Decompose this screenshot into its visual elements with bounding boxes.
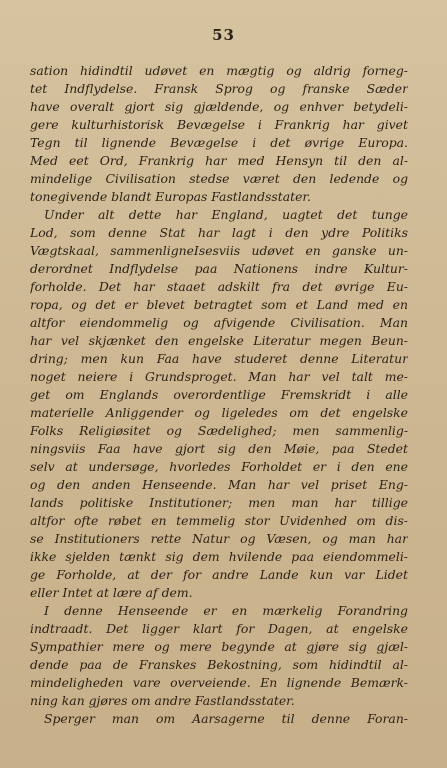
text-line: ning kan gjøres om andre Fastlandsstater. [30, 693, 295, 708]
text-line: ningsviis Faa have gjort sig den Møie, paa Stedet [30, 441, 408, 456]
page-number: 53 [212, 26, 235, 44]
text-line: se Institutioners rette Natur og Væsen, og man har [30, 531, 408, 546]
text-line: lands politiske Institutioner; men man har tillige [30, 495, 408, 510]
text-line: indtraadt. Det ligger klart for Dagen, at engelske [30, 621, 408, 636]
text-line: gere kulturhistorisk Bevægelse i Frankrig har givet [30, 117, 408, 132]
text-line: Sympathier mere og mere begynde at gjøre sig gjæl- [30, 639, 408, 654]
text-line: dring; men kun Faa have studeret denne Literatur [30, 351, 408, 366]
text-line: Folks Religiøsitet og Sædelighed; men sammenlig- [30, 423, 408, 438]
text-line: selv at undersøge, hvorledes Forholdet er i den ene [30, 459, 408, 474]
text-line: Med eet Ord, Frankrig har med Hensyn til den al- [30, 153, 408, 168]
text-line: get om Englands overordentlige Fremskridt i alle [30, 387, 408, 402]
text-line: mindeligheden vare overveiende. En lignende Bemærk- [30, 675, 408, 690]
text-line: sation hidindtil udøvet en mægtig og aldrig forneg- [30, 63, 408, 78]
text-line: tet Indflydelse. Fransk Sprog og franske Sæder [30, 81, 408, 96]
text-line: ikke sjelden tænkt sig dem hvilende paa eiendommeli- [30, 549, 408, 564]
text-line: altfor eiendommelig og afvigende Civilisation. Man [30, 315, 408, 330]
text-line: Under alt dette har England, uagtet det tunge [44, 207, 408, 222]
text-line: ropa, og det er blevet betragtet som et Land med en [30, 297, 408, 312]
body-text [30, 62, 408, 728]
text-line: dende paa de Franskes Bekostning, som hidindtil al- [30, 657, 408, 672]
text-line: altfor ofte røbet en temmelig stor Uvidenhed om dis- [30, 513, 408, 528]
text-line: ge Forholde, at der for andre Lande kun var Lidet [30, 567, 408, 582]
text-line: noget neiere i Grundsproget. Man har vel talt me- [30, 369, 408, 384]
text-line: derordnet Indflydelse paa Nationens indre Kultur- [30, 261, 408, 276]
text-line: I denne Henseende er en mærkelig Forandring [44, 603, 408, 618]
text-line: mindelige Civilisation stedse været den ledende og [30, 171, 408, 186]
text-line: har vel skjænket den engelske Literatur megen Beun- [30, 333, 408, 348]
text-line: Vægtskaal, sammenligneIsesviis udøvet en ganske un- [30, 243, 408, 258]
text-line: og den anden Henseende. Man har vel priset Eng- [30, 477, 408, 492]
text-line: have overalt gjort sig gjældende, og enhver betydeli- [30, 99, 408, 114]
text-line: materielle Anliggender og ligeledes om det engelske [30, 405, 408, 420]
text-line: Sperger man om Aarsagerne til denne Foran- [44, 711, 408, 726]
text-line: eller Intet at lære af dem. [30, 585, 193, 600]
text-line: tonegivende blandt Europas Fastlandsstater. [30, 189, 311, 204]
text-line: Tegn til lignende Bevægelse i det øvrige Europa. [30, 135, 408, 150]
text-line: forholde. Det har staaet adskilt fra det øvrige Eu- [30, 279, 408, 294]
text-line: Lod, som denne Stat har lagt i den ydre Politiks [30, 225, 408, 240]
